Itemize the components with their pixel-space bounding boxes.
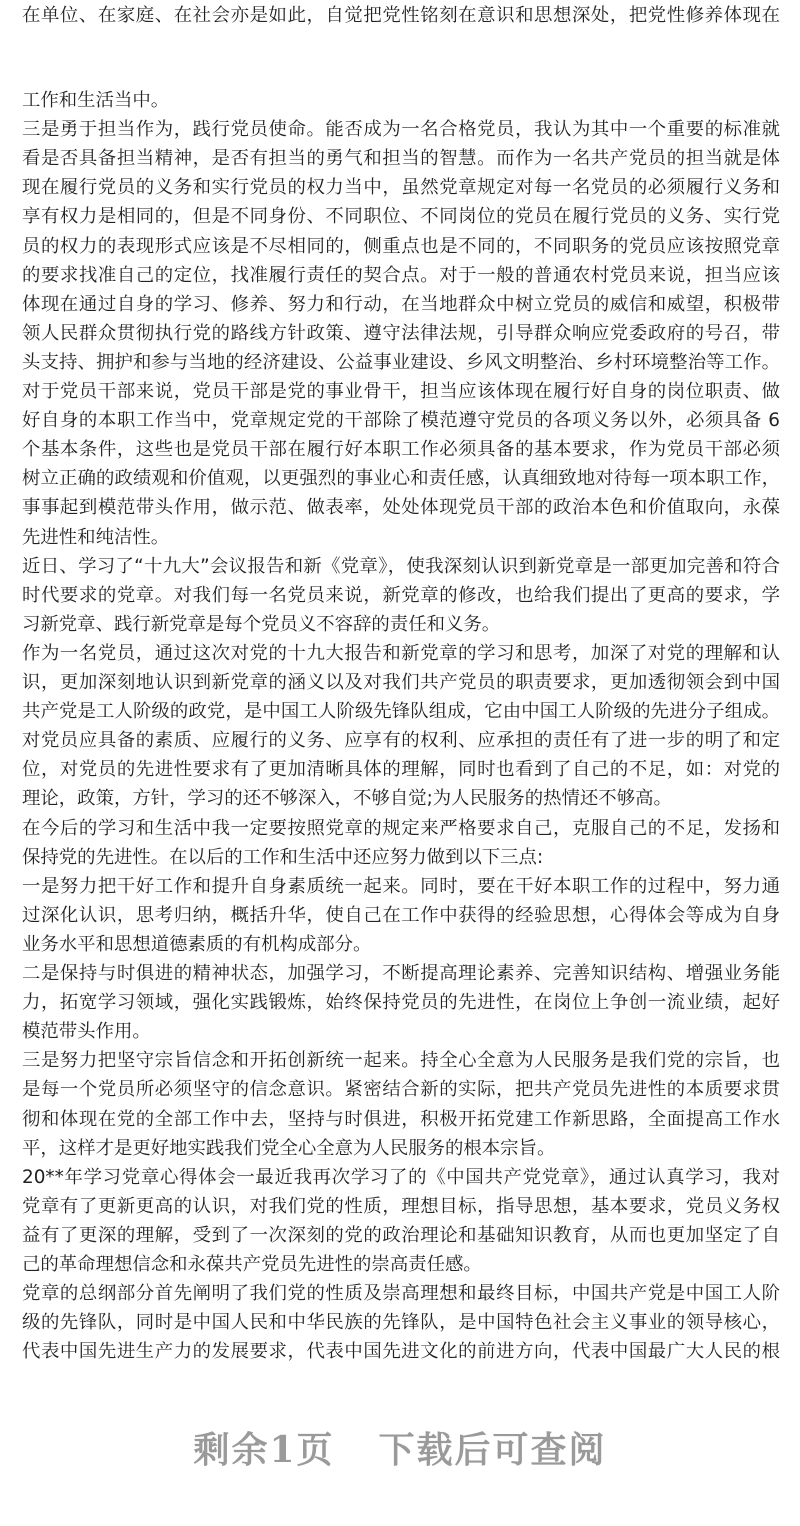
text-line: 理论，政策，方针，学习的还不够深入，不够自觉;为人民服务的热情还不够高。 (22, 788, 672, 810)
text-line: 对党员应具备的素质、应履行的义务、应享有的权利、应承担的责任有了进一步的明了和定 (22, 730, 780, 752)
text-line: 体现在通过自身的学习、修养、努力和行动，在当地群众中树立党员的威信和威望，积极带 (22, 293, 780, 315)
text-line: 三是勇于担当作为，践行党员使命。能否成为一名合格党员，我认为其中一个重要的标准就 (22, 119, 780, 141)
text-line: 己的革命理想信念和永葆共产党员先进性的崇高责任感。 (22, 1254, 482, 1275)
text-line: 识，更加深刻地认识到新党章的涵义以及对我们共产党员的职责要求，更加透彻领会到中国 (22, 672, 780, 693)
text-line: 过深化认识，思考归纳，概括升华，使自己在工作中获得的经验思想，心得体会等成为自身 (22, 904, 780, 926)
text-line: 在今后的学习和生活中我一定要按照党章的规定来严格要求自己，克服自己的不足，发扬和 (22, 817, 780, 839)
text-line: 党章有了更新更高的认识，对我们党的性质，理想目标，指导思想，基本要求，党员义务权 (22, 1195, 780, 1217)
text-line: 对于党员干部来说，党员干部是党的事业骨干，担当应该体现在履行好自身的岗位职责、做 (22, 381, 780, 402)
download-to-read-label[interactable]: 下载后可查阅 (378, 1429, 607, 1471)
text-line: 享有权力是相同的，但是不同身份、不同职位、不同岗位的党员在履行党员的义务、实行党 (22, 206, 780, 228)
text-line: 现在履行党员的义务和实行党员的权力当中，虽然党章规定对每一名党员的必须履行义务和 (22, 177, 780, 199)
text-line: 个基本条件，这些也是党员干部在履行好本职工作必须具备的基本要求，作为党员干部必须 (22, 439, 780, 461)
text-line: 先进性和纯洁性。 (22, 526, 170, 548)
text-line: 近日、学习了“十九大”会议报告和新《党章》，使我深刻认识到新党章是一部更加完善和符合 (22, 555, 780, 577)
text-line: 好自身的本职工作当中，党章规定党的干部除了模范遵守党员的各项义务以外，必须具备 6 (22, 410, 780, 432)
text-line: 习新党章、践行新党章是每个党员义不容辞的责任和义务。 (22, 613, 501, 635)
text-line: 看是否具备担当精神，是否有担当的勇气和担当的智慧。而作为一名共产党员的担当就是体 (22, 148, 780, 170)
text-line: 作为一名党员，通过这次对党的十九大报告和新党章的学习和思考，加深了对党的理解和认 (22, 642, 780, 664)
text-line: 党章的总纲部分首先阐明了我们党的性质及崇高理想和最终目标，中国共产党是中国工人阶 (22, 1283, 780, 1305)
text-line: 平，这样才是更好地实践我们党全心全意为人民服务的根本宗旨。 (22, 1137, 556, 1159)
text-line: 彻和体现在党的全部工作中去，坚持与时俱进，积极开拓党建工作新思路，全面提高工作水 (22, 1108, 780, 1130)
text-line: 20**年学习党章心得体会一最近我再次学习了的《中国共产党党章》，通过认真学习，我对 (22, 1166, 780, 1188)
text-line: 模范带头作用。 (22, 1021, 151, 1043)
text-line: 益有了更深的理解，受到了一次深刻的党的政治理论和基础知识教育，从而也更加坚定了自 (22, 1224, 780, 1246)
download-prompt[interactable] (0, 1422, 800, 1473)
text-line: 事事起到模范带头作用，做示范、做表率，处处体现党员干部的政治本色和价值取向，永葆 (22, 497, 780, 519)
text-line: 领人民群众贯彻执行党的路线方针政策、遵守法律法规，引导群众响应党委政府的号召，带 (22, 322, 780, 344)
text-line: 级的先锋队，同时是中国人民和中华民族的先锋队，是中国特色社会主义事业的领导核心， (22, 1312, 780, 1334)
text-line: 三是努力把坚守宗旨信念和开拓创新统一起来。持全心全意为人民服务是我们党的宗旨，也 (22, 1050, 780, 1072)
text-line: 位，对党员的先进性要求有了更加清晰具体的理解，同时也看到了自己的不足，如：对党的 (22, 759, 780, 781)
text-line: 工作和生活当中。 (22, 90, 170, 111)
text-line: 树立正确的政绩观和价值观，以更强烈的事业心和责任感，认真细致地对待每一项本职工作， (22, 468, 780, 490)
text-line: 的要求找准自己的定位，找准履行责任的契合点。对于一般的普通农村党员来说，担当应该 (22, 264, 780, 286)
text-line: 二是保持与时俱进的精神状态，加强学习，不断提高理论素养、完善知识结构、增强业务能 (22, 963, 780, 984)
remaining-pages-label: 剩余1页 (193, 1429, 335, 1471)
text-line: 一是努力把干好工作和提升自身素质统一起来。同时，要在干好本职工作的过程中，努力通 (22, 875, 780, 897)
text-line: 共产党是工人阶级的政党，是中国工人阶级先锋队组成，它由中国工人阶级的先进分子组成。 (22, 701, 780, 723)
text-line: 力，拓宽学习领域，强化实践锻炼，始终保持党员的先进性，在岗位上争创一流业绩，起好 (22, 992, 780, 1014)
text-line: 头支持、拥护和参与当地的经济建设、公益事业建设、乡风文明整治、乡村环境整治等工作。 (22, 351, 780, 373)
text-line: 保持党的先进性。在以后的工作和生活中还应努力做到以下三点: (22, 846, 544, 868)
text-line: 代表中国先进生产力的发展要求，代表中国先进文化的前进方向，代表中国最广大人民的根 (22, 1341, 780, 1363)
text-line: 时代要求的党章。对我们每一名党员来说，新党章的修改，也给我们提出了更高的要求，学 (22, 584, 780, 606)
text-line: 是每一个党员所必须坚守的信念意识。紧密结合新的实际，把共产党员先进性的本质要求贯 (22, 1079, 780, 1101)
text-line: 员的权力的表现形式应该是不尽相同的，侧重点也是不同的，不同职务的党员应该按照党章 (22, 235, 780, 257)
text-line: 业务水平和思想道德素质的有机构成部分。 (22, 933, 372, 955)
text-line: 在单位、在家庭、在社会亦是如此，自觉把党性铭刻在意识和思想深处，把党性修养体现在 (22, 5, 780, 26)
